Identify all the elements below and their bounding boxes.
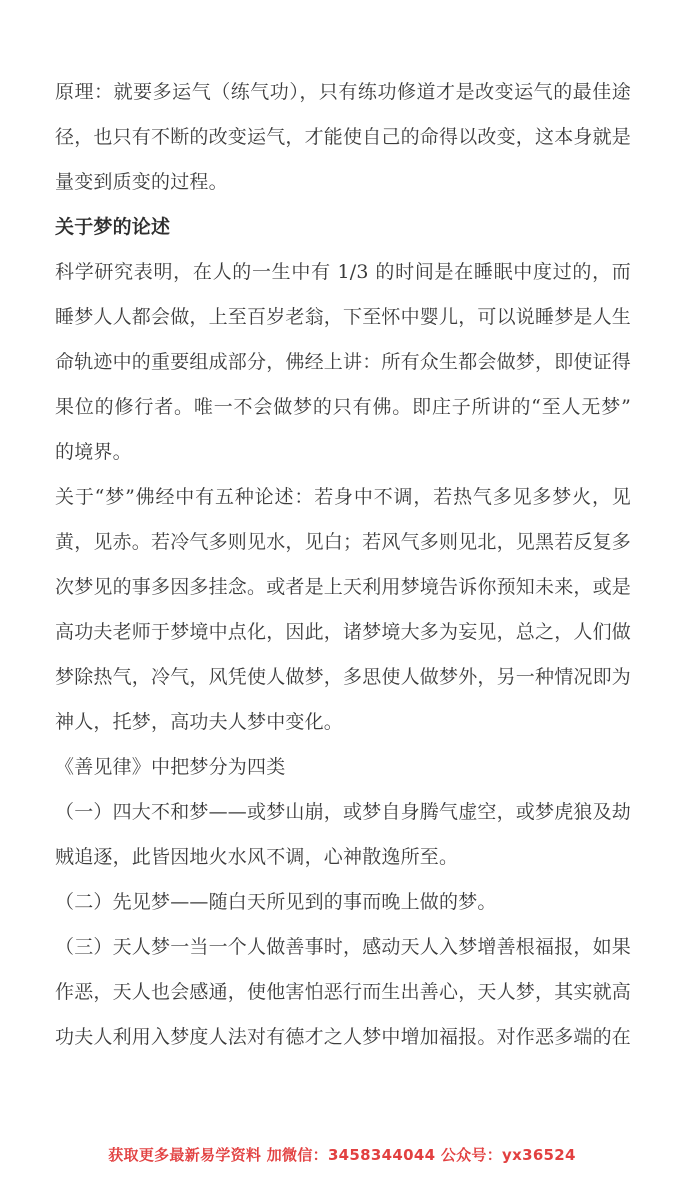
document-body [55, 70, 631, 1060]
paragraph-four-categories-intro: 《善见律》中把梦分为四类 [55, 756, 286, 778]
paragraph-principle: 原理：就要多运气（练气功），只有练功修道才是改变运气的最佳途径，也只有不断的改变运气，才能使自己的命得以改变，这本身就是量变到质变的过程。 [55, 81, 632, 193]
paragraph-science-of-sleep: 科学研究表明，在人的一生中有 1/3 的时间是在睡眠中度过的，而睡梦人人都会做，上至百岁老翁，下至怀中婴儿，可以说睡梦是人生命轨迹中的重要组成部分，佛经上讲：所有众生都会做梦，即使证得果位的修行者。唯一不会做梦的只有佛。即庄子所讲的“至人无梦”的境界。 [55, 261, 632, 463]
promo-footer-text: 获取更多最新易学资料 加微信：3458344044 公众号：yx36524 [108, 1146, 576, 1164]
paragraph-category-two: （二）先见梦——随白天所见到的事而晚上做的梦。 [55, 891, 497, 913]
paragraph-category-one: （一）四大不和梦——或梦山崩，或梦自身腾气虚空，或梦虎狼及劫贼追逐，此皆因地火水风不调，心神散逸所至。 [55, 801, 632, 868]
paragraph-five-theories: 关于“梦”佛经中有五种论述：若身中不调，若热气多见多梦火，见黄，见赤。若冷气多则见水，见白；若风气多则见北，见黑若反复多次梦见的事多因多挂念。或者是上天利用梦境告诉你预知未来，或是高功夫老师于梦境中点化，因此，诸梦境大多为妄见，总之，人们做梦除热气，冷气，风凭使人做梦，多思使人做梦外，另一种情况即为神人，托梦，高功夫人梦中变化。 [55, 486, 632, 733]
paragraph-category-three: （三）天人梦一当一个人做善事时，感动天人入梦增善根福报，如果作恶，天人也会感通，使他害怕恶行而生出善心，天人梦，其实就高功夫人利用入梦度人法对有德才之人梦中增加福报。对作恶多端的在 [55, 936, 632, 1048]
section-heading-about-dreams: 关于梦的论述 [55, 216, 171, 238]
